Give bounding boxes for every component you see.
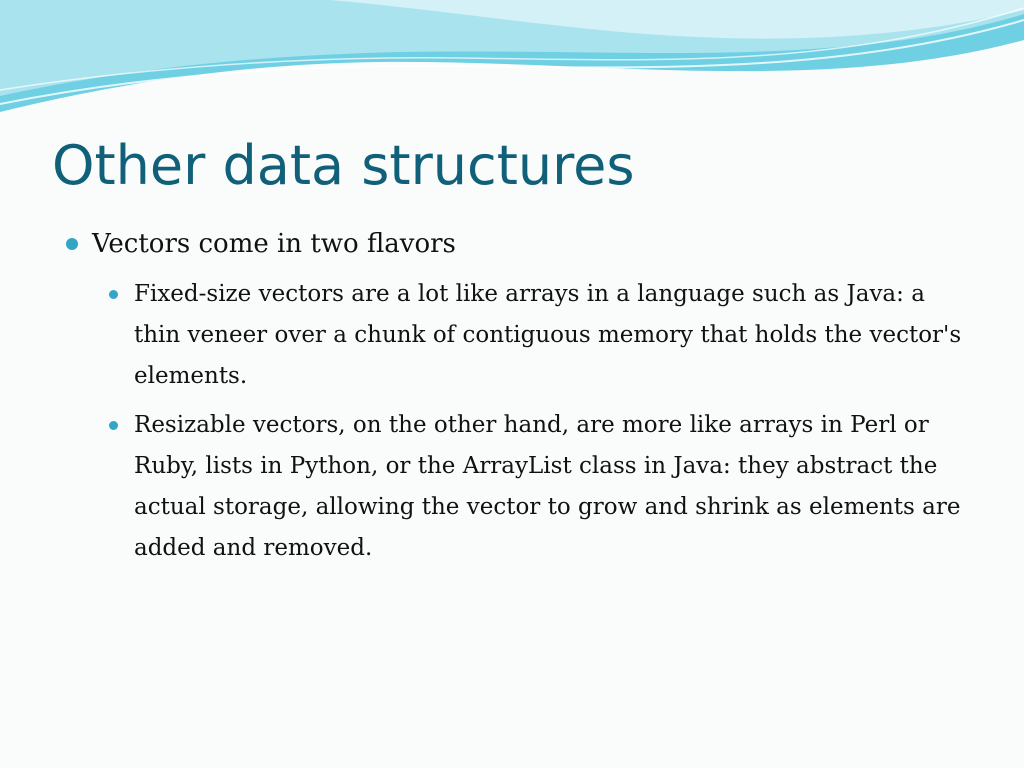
header-wave-decoration [0, 0, 1024, 130]
bullet-item [62, 224, 962, 265]
bullet-dot-icon [66, 238, 78, 250]
sub-bullet-dot-icon [109, 290, 118, 299]
sub-bullet-item [134, 405, 964, 569]
sub-bullet-dot-icon [109, 421, 118, 430]
bullet-text: Vectors come in two flavors [92, 229, 456, 259]
slide-body [62, 224, 962, 569]
slide-title: Other data structures [52, 134, 635, 197]
sub-bullet-text: Fixed-size vectors are a lot like arrays in a language such as Java: a thin veneer over a chunk of contiguous memory that holds the vector's elements. [134, 281, 962, 389]
sub-bullet-item [134, 274, 964, 397]
sub-bullet-text: Resizable vectors, on the other hand, are more like arrays in Perl or Ruby, lists in Python, or the ArrayList class in Java: they abstract the actual storage, allowing the vector to grow and shrink as elements are added and removed. [134, 412, 961, 561]
